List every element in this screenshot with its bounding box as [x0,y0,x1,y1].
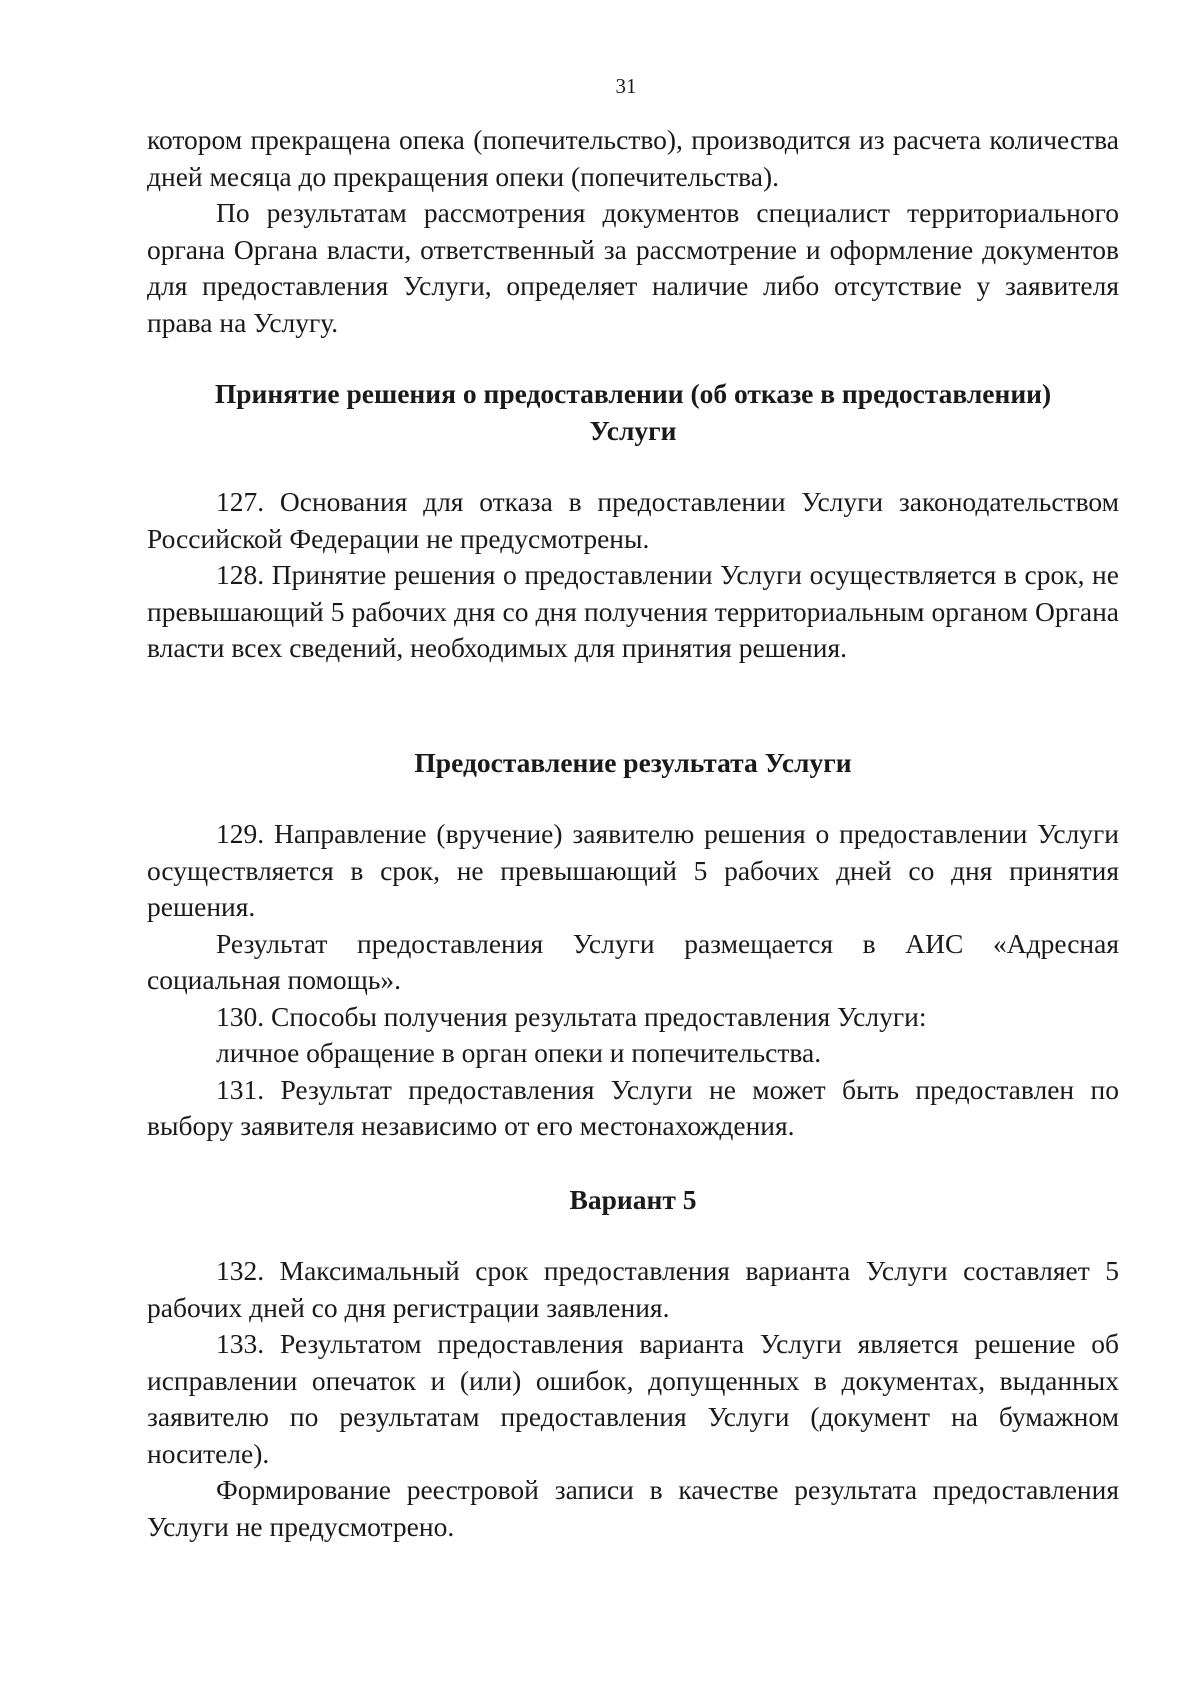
section-heading-decision [147,376,1119,449]
paragraph-continuation: котором прекращена опека (попечительство), производится из расчета количества дней месяца до прекращения опеки (попечительства). [147,124,1119,192]
paragraph-132: 132. Максимальный срок предоставления варианта Услуги составляет 5 рабочих дней со дня регистрации заявления. [147,1255,1119,1323]
page-number: 31 [615,74,637,98]
heading-decision-line2: Услуги [589,414,677,446]
paragraph-result: Результат предоставления Услуги размещается в АИС «Адресная социальная помощь». [147,927,1119,995]
paragraph-131: 131. Результат предоставления Услуги не может быть предоставлен по выбору заявителя независимо от его местонахождения. [147,1073,1119,1141]
section-heading-result: Предоставление результата Услуги [414,746,852,778]
paragraph-127: 127. Основания для отказа в предоставлении Услуги законодательством Российской Федерации не предусмотрены. [147,486,1119,554]
section-heading-variant: Вариант 5 [569,1183,697,1215]
document-body [147,122,1119,1545]
paragraph-128: 128. Принятие решения о предоставлении Услуги осуществляется в срок, не превышающий 5 рабочих дня со дня получения территориальным органом Органа власти всех сведений, необходимых для принятия решения. [147,559,1119,663]
paragraph-130-item: личное обращение в орган опеки и попечительства. [216,1037,822,1068]
paragraph-registry: Формирование реестровой записи в качестве результата предоставления Услуги не предусмотрено. [147,1474,1119,1542]
paragraph-130: 130. Способы получения результата предоставления Услуги: [216,1000,927,1032]
paragraph-129: 129. Направление (вручение) заявителю решения о предоставлении Услуги осуществляется в срок, не превышающий 5 рабочих дней со дня принятия решения. [147,818,1119,922]
paragraph-review: По результатам рассмотрения документов специалист территориального органа Органа власти, ответственный за рассмотрение и оформление документов для предоставления Услуги, определяет наличие либо отсутствие у заявителя права на Услугу. [147,197,1119,338]
heading-decision-line1: Принятие решения о предоставлении (об отказе в предоставлении) [214,378,1052,409]
paragraph-133: 133. Результатом предоставления варианта Услуги является решение об исправлении опечаток и (или) ошибок, допущенных в документах, выданных заявителю по результатам предоставления Услуги (документ на бумажном носителе). [147,1328,1119,1469]
